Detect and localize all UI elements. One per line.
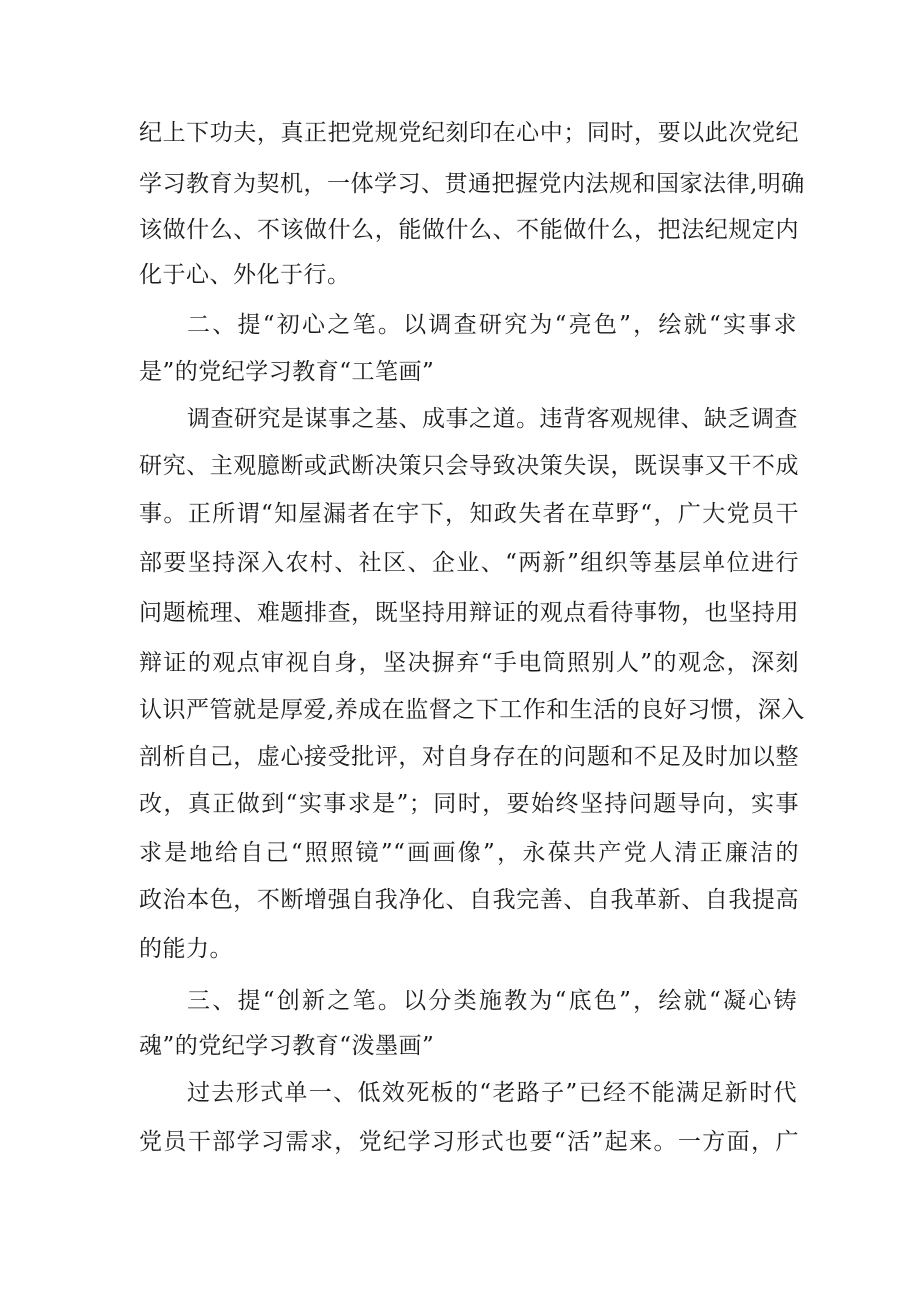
section-heading-line: 是”的党纪学习教育“工笔画” xyxy=(139,359,435,385)
text-line: 问题梳理、难题排查，既坚持用辩证的观点看待事物，也坚持用 xyxy=(139,600,799,626)
section-heading-line: 三、提“创新之笔。以分类施教为“底色”，绘就“凝心铸 xyxy=(187,988,797,1014)
text-line: 研究、主观臆断或武断决策只会导致决策失误，既误事又干不成 xyxy=(139,453,799,479)
text-line: 认识严管就是厚爱,养成在监督之下工作和生活的良好习惯，深入 xyxy=(139,697,805,723)
text-line: 过去形式单一、低效死板的“老路子”已经不能满足新时代 xyxy=(187,1080,797,1106)
text-line: 该做什么、不该做什么，能做什么、不能做什么，把法纪规定内 xyxy=(139,217,799,243)
text-line: 部要坚持深入农村、社区、企业、“两新”组织等基层单位进行 xyxy=(139,550,799,576)
text-line: 党员干部学习需求，党纪学习形式也要“活”起来。一方面，广 xyxy=(139,1129,799,1155)
text-line: 学习教育为契机，一体学习、贯通把握党内法规和国家法律,明确 xyxy=(139,171,805,197)
text-line: 改，真正做到“实事求是”；同时，要始终坚持问题导向，实事 xyxy=(139,791,799,817)
text-line: 调查研究是谋事之基、成事之道。违背客观规律、缺乏调查 xyxy=(187,406,798,432)
text-line: 辩证的观点审视自身，坚决摒弃“手电筒照别人”的观念，深刻 xyxy=(139,650,799,676)
text-line: 政治本色，不断增强自我净化、自我完善、自我革新、自我提高 xyxy=(139,887,799,913)
text-line: 化于心、外化于行。 xyxy=(139,262,351,288)
text-line: 剖析自己，虚心接受批评，对自身存在的问题和不足及时加以整 xyxy=(139,744,799,770)
text-line: 的能力。 xyxy=(139,936,233,962)
section-heading-line: 魂”的党纪学习教育“泼墨画” xyxy=(139,1033,435,1059)
text-line: 求是地给自己“照照镜”“画画像”，永葆共产党人清正廉洁的 xyxy=(139,840,799,866)
section-heading-line: 二、提“初心之笔。以调查研究为“亮色”，绘就“实事求 xyxy=(187,312,797,338)
text-line: 事。正所谓“知屋漏者在宇下，知政失者在草野“，广大党员干 xyxy=(139,501,799,527)
text-line: 纪上下功夫，真正把党规党纪刻印在心中；同时，要以此次党纪 xyxy=(139,120,799,146)
